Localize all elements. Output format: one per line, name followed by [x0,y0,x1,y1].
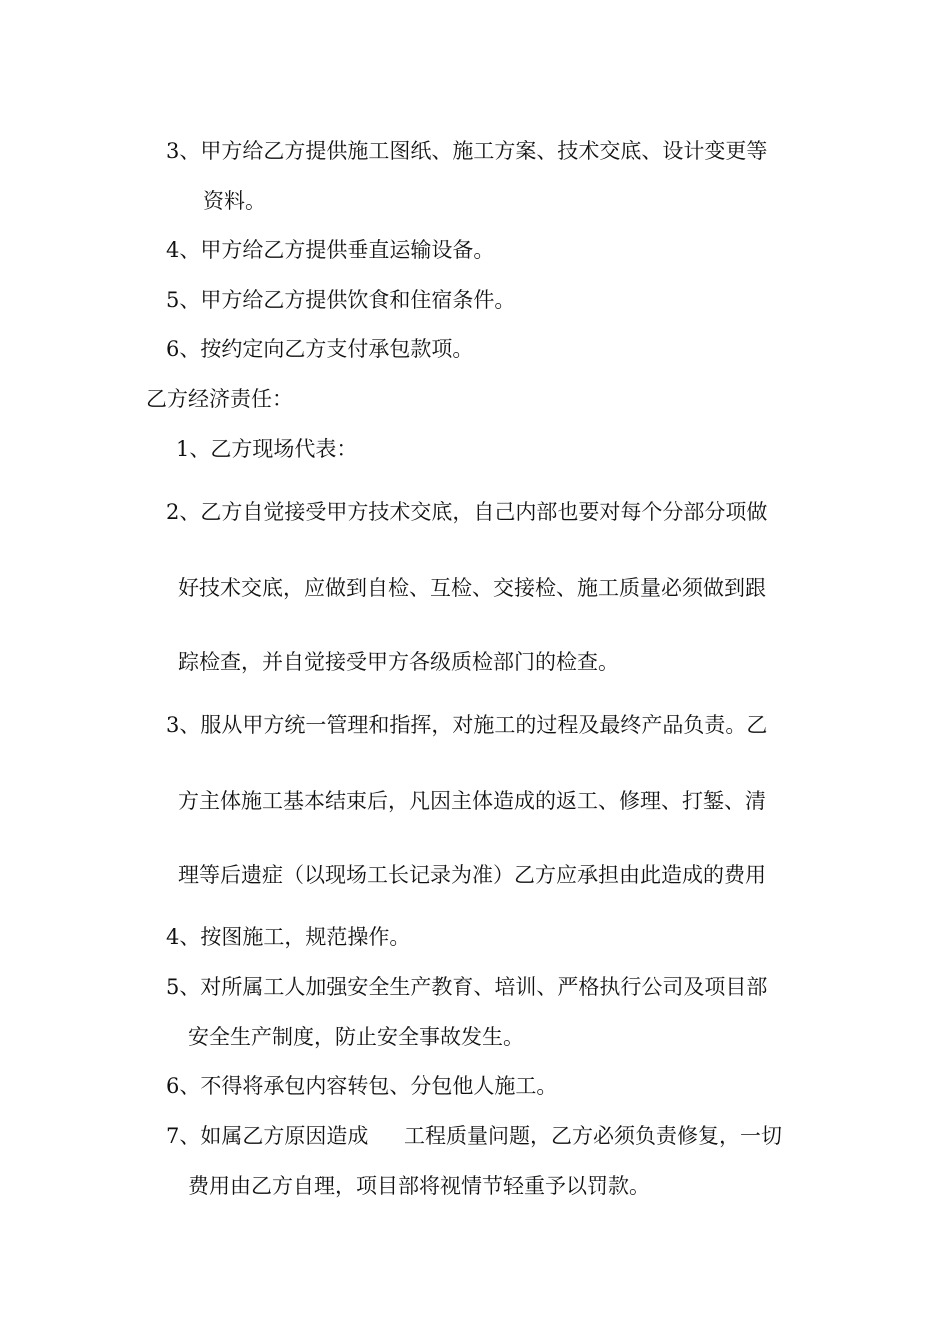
item-text: 、按图施工，规范操作。 [179,925,411,949]
section-item-4 [166,922,410,952]
item-number: 5 [166,975,180,999]
section-heading: 乙方经济责任： [146,387,293,411]
section-item-5-line-1 [166,972,767,1002]
item-number: 4 [166,238,180,262]
list-item-3-line-1 [166,136,767,166]
list-item-4 [166,235,494,265]
item-number: 6 [166,1074,180,1098]
item-text: 、对所属工人加强安全生产教育、培训、严格执行公司及项目部 [179,975,768,999]
item-text: 、不得将承包内容转包、分包他人施工。 [179,1074,558,1098]
list-item-5 [166,285,515,315]
section-item-5-line-2: 安全生产制度，防止安全事故发生。 [188,1025,524,1049]
list-item-6 [166,334,473,364]
section-item-3-line-2: 方主体施工基本结束后，凡因主体造成的返工、修理、打錾、清 [178,789,766,813]
section-item-2-line-1 [166,497,767,527]
section-item-3-line-3: 理等后遗症（以现场工长记录为准）乙方应承担由此造成的费用 [178,863,766,887]
item-text: 、甲方给乙方提供施工图纸、施工方案、技术交底、设计变更等 [179,139,768,163]
item-number: 7 [166,1124,180,1148]
item-number: 1 [176,437,190,461]
section-item-3-line-1 [166,710,767,740]
item-number: 3 [166,139,180,163]
section-item-6 [166,1071,557,1101]
section-item-2-line-2: 好技术交底，应做到自检、互检、交接检、施工质量必须做到跟 [178,576,766,600]
item-text: 、服从甲方统一管理和指挥，对施工的过程及最终产品负责。乙 [179,713,768,737]
section-item-7-line-2: 费用由乙方自理，项目部将视情节轻重予以罚款。 [188,1174,650,1198]
section-item-2-line-3: 踪检查，并自觉接受甲方各级质检部门的检查。 [178,650,619,674]
list-item-3-line-2: 资料。 [203,189,266,213]
item-text: 、按约定向乙方支付承包款项。 [179,337,474,361]
item-number: 5 [166,288,180,312]
item-text: 、乙方自觉接受甲方技术交底，自己内部也要对每个分部分项做 [179,500,768,524]
section-item-7-line-1a [166,1121,368,1151]
item-number: 2 [166,500,180,524]
item-text: 、乙方现场代表： [189,437,358,461]
item-number: 3 [166,713,180,737]
section-item-1 [176,434,357,464]
section-item-7-line-1b: 工程质量问题，乙方必须负责修复，一切 [404,1124,782,1148]
item-text: 、如属乙方原因造成 [179,1124,369,1148]
item-number: 4 [166,925,180,949]
item-number: 6 [166,337,180,361]
item-text: 、甲方给乙方提供垂直运输设备。 [179,238,495,262]
item-text: 、甲方给乙方提供饮食和住宿条件。 [179,288,516,312]
